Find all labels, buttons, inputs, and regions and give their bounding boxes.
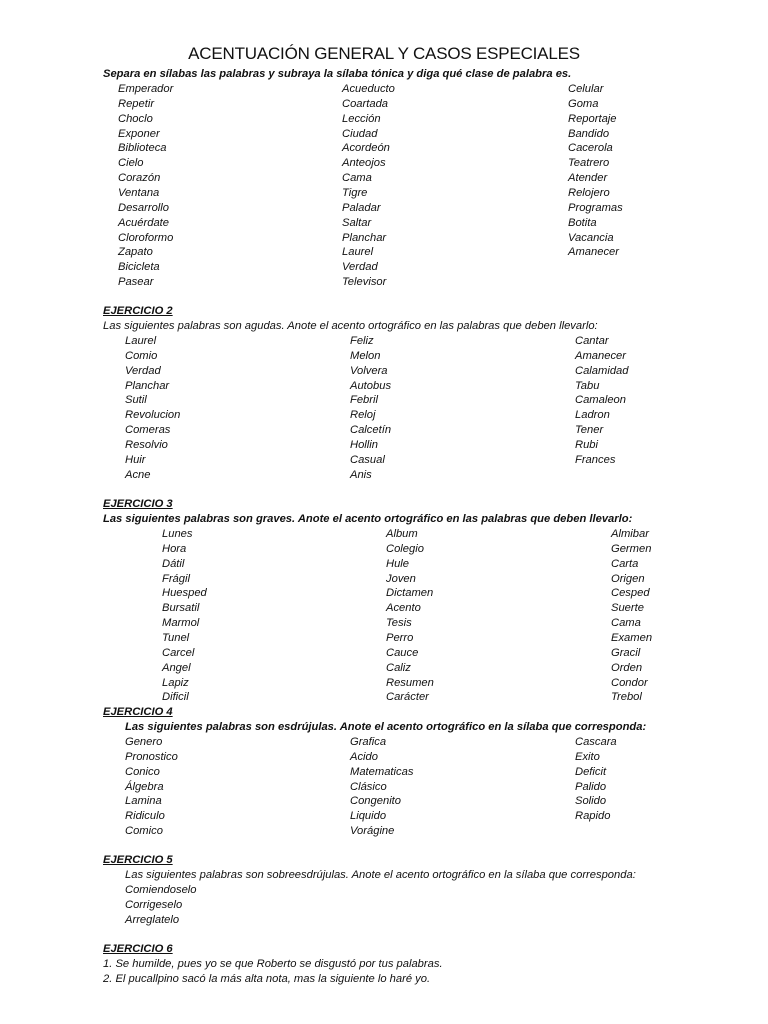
ejercicio2-word: Revolucion [125, 409, 181, 422]
section1-word: Zapato [118, 246, 153, 259]
section1-word: Cloroformo [118, 231, 174, 244]
ejercicio3-word: Cama [611, 617, 641, 630]
section1-word: Lección [342, 112, 381, 125]
ejercicio2-word: Sutil [125, 394, 147, 407]
section1-word: Relojero [568, 186, 610, 199]
section1-word: Cielo [118, 157, 144, 170]
section1-word: Coartada [342, 97, 389, 110]
ejercicio3-word: Huesped [162, 587, 207, 600]
ejercicio3-word: Origen [611, 572, 645, 585]
section1-instruction: Separa en sílabas las palabras y subraya la sílaba tónica y diga qué clase de palabra es. [103, 68, 572, 80]
ejercicio6-heading: EJERCICIO 6 [103, 943, 173, 955]
ejercicio3-word: Condor [611, 676, 648, 689]
section1-word: Verdad [342, 261, 378, 274]
ejercicio3-word: Trebol [611, 691, 642, 704]
ejercicio3-word: Almibar [611, 528, 649, 540]
ejercicio3-word: Marmol [162, 617, 200, 630]
ejercicio4-word: Acido [350, 750, 378, 763]
ejercicio3-word: Germen [611, 542, 652, 555]
ejercicio2-word: Planchar [125, 379, 170, 392]
section1-word: Reportaje [568, 112, 617, 125]
ejercicio3-word: Dificil [162, 691, 189, 704]
ejercicio2-word: Feliz [350, 335, 374, 347]
ejercicio3-word: Dictamen [386, 587, 434, 600]
ejercicio5-instruction: Las siguientes palabras son sobreesdrújulas. Anote el acento ortográfico en la sílaba que corresponda: [125, 869, 636, 881]
ejercicio2-word: Cantar [575, 335, 609, 347]
ejercicio5-heading: EJERCICIO 5 [103, 854, 173, 866]
section1-word: Teatrero [568, 157, 610, 170]
ejercicio6-sentence: 2. El pucallpino sacó la más alta nota, mas la siguiente lo haré yo. [103, 973, 431, 985]
ejercicio2-word: Frances [575, 453, 616, 466]
ejercicio3-word: Lunes [162, 528, 193, 540]
ejercicio3-heading: EJERCICIO 3 [103, 498, 173, 510]
section1-word: Acuérdate [118, 216, 169, 229]
ejercicio3-word: Lapiz [162, 676, 189, 689]
section1-word: Acueducto [342, 83, 395, 95]
ejercicio4-word: Comico [125, 825, 163, 838]
ejercicio2-word: Volvera [350, 364, 388, 377]
section1-word: Corazón [118, 172, 161, 185]
ejercicio2-word: Amanecer [575, 349, 626, 362]
ejercicio2-word: Comio [125, 349, 158, 362]
ejercicio2-word: Calamidad [575, 364, 629, 377]
section1-word: Laurel [342, 246, 374, 259]
ejercicio2-word: Laurel [125, 335, 157, 347]
section1-word: Tigre [342, 186, 368, 199]
ejercicio5-word: Corrigeselo [125, 899, 183, 911]
ejercicio3-word: Tunel [162, 631, 190, 644]
ejercicio3-word: Cesped [611, 587, 650, 600]
ejercicio3-word: Examen [611, 631, 653, 644]
ejercicio2-word: Melon [350, 349, 381, 362]
ejercicio4-word: Lamina [125, 795, 162, 808]
ejercicio5-word: Comiendoselo [125, 884, 197, 896]
ejercicio3-word: Frágil [162, 572, 190, 585]
ejercicio4-word: Matematicas [350, 765, 414, 778]
ejercicio3-word: Gracil [611, 646, 641, 659]
ejercicio4-word: Congenito [350, 795, 402, 808]
section1-word: Exponer [118, 127, 160, 140]
ejercicio4-word: Solido [575, 795, 607, 808]
section1-word: Pasear [118, 276, 154, 289]
ejercicio2-word: Anis [350, 468, 372, 481]
section1-word: Atender [568, 172, 608, 185]
section1-word: Botita [568, 216, 597, 229]
ejercicio4-word: Álgebra [125, 780, 164, 793]
ejercicio4-word: Exito [575, 750, 600, 763]
ejercicio3-word: Perro [386, 631, 414, 644]
ejercicio3-word: Joven [386, 572, 416, 585]
section1-word: Repetir [118, 97, 155, 110]
ejercicio2-heading: EJERCICIO 2 [103, 305, 173, 317]
ejercicio2-word: Reloj [350, 409, 376, 422]
section1-word: Choclo [118, 112, 153, 125]
ejercicio3-word: Caliz [386, 661, 411, 674]
ejercicio4-word: Ridiculo [125, 810, 165, 823]
ejercicio4-word: Deficit [575, 765, 607, 778]
section1-word: Celular [568, 83, 604, 95]
ejercicio2-word: Rubi [575, 438, 599, 451]
ejercicio3-word: Hule [386, 557, 410, 570]
ejercicio4-heading: EJERCICIO 4 [103, 706, 173, 718]
section1-word: Ciudad [342, 127, 378, 140]
ejercicio3-word: Resumen [386, 676, 434, 689]
ejercicio3-word: Carácter [386, 691, 429, 704]
section1-word: Saltar [342, 216, 372, 229]
ejercicio2-word: Ladron [575, 409, 610, 422]
ejercicio2-word: Tabu [575, 379, 600, 392]
ejercicio4-word: Vorágine [350, 825, 395, 838]
section1-word: Televisor [342, 276, 387, 289]
ejercicio2-word: Verdad [125, 364, 161, 377]
ejercicio3-word: Hora [162, 542, 187, 555]
ejercicio3-word: Acento [386, 602, 421, 615]
ejercicio3-instruction: Las siguientes palabras son graves. Anote el acento ortográfico en las palabras que deben llevarlo: [103, 513, 633, 525]
section1-word: Bicicleta [118, 261, 160, 274]
section1-word: Desarrollo [118, 201, 169, 214]
ejercicio2-word: Comeras [125, 424, 171, 437]
ejercicio4-word: Pronostico [125, 750, 178, 763]
ejercicio3-word: Colegio [386, 542, 424, 555]
ejercicio3-word: Bursatil [162, 602, 200, 615]
ejercicio3-word: Suerte [611, 602, 644, 615]
ejercicio2-word: Huir [125, 453, 146, 466]
ejercicio4-instruction: Las siguientes palabras son esdrújulas. Anote el acento ortográfico en la sílaba que corresponda: [125, 721, 647, 733]
section1-word: Cama [342, 172, 372, 185]
section1-word: Emperador [118, 83, 174, 95]
section1-word: Planchar [342, 231, 387, 244]
ejercicio4-word: Liquido [350, 810, 387, 823]
ejercicio2-word: Autobus [350, 379, 392, 392]
section1-word: Goma [568, 97, 599, 110]
ejercicio2-word: Resolvio [125, 438, 168, 451]
ejercicio3-word: Cauce [386, 646, 419, 659]
section1-word: Ventana [118, 186, 160, 199]
ejercicio2-word: Calcetín [350, 424, 392, 437]
section1-word: Paladar [342, 201, 381, 214]
section1-word: Bandido [568, 127, 610, 140]
ejercicio4-word: Palido [575, 780, 607, 793]
section1-word: Anteojos [342, 157, 386, 170]
ejercicio4-word: Conico [125, 765, 160, 778]
ejercicio4-word: Rapido [575, 810, 611, 823]
ejercicio2-instruction: Las siguientes palabras son agudas. Anote el acento ortográfico en las palabras que deben llevarlo: [103, 320, 598, 332]
ejercicio2-word: Camaleon [575, 394, 626, 407]
ejercicio3-word: Orden [611, 661, 643, 674]
ejercicio5-word: Arreglatelo [125, 914, 180, 926]
section1-word: Acordeón [342, 142, 390, 155]
section1-word: Biblioteca [118, 142, 167, 155]
ejercicio3-word: Dátil [162, 557, 185, 570]
ejercicio3-word: Album [386, 528, 418, 540]
ejercicio2-word: Tener [575, 424, 604, 437]
section1-word: Vacancia [568, 231, 614, 244]
ejercicio2-word: Casual [350, 453, 385, 466]
ejercicio3-word: Angel [162, 661, 191, 674]
ejercicio4-word: Clásico [350, 780, 387, 793]
section1-word: Programas [568, 201, 623, 214]
ejercicio6-sentence: 1. Se humilde, pues yo se que Roberto se disgustó por tus palabras. [103, 958, 443, 970]
section1-word: Amanecer [568, 246, 619, 259]
ejercicio3-word: Carta [611, 557, 639, 570]
ejercicio4-word: Grafica [350, 736, 387, 748]
ejercicio2-word: Hollin [350, 438, 378, 451]
ejercicio3-word: Tesis [386, 617, 412, 630]
ejercicio2-word: Acne [125, 468, 151, 481]
ejercicio4-word: Cascara [575, 736, 617, 748]
page-title: ACENTUACIÓN GENERAL Y CASOS ESPECIALES [188, 44, 580, 63]
ejercicio2-word: Febril [350, 394, 378, 407]
ejercicio3-word: Carcel [162, 646, 195, 659]
section1-word: Cacerola [568, 142, 613, 155]
ejercicio4-word: Genero [125, 736, 163, 748]
